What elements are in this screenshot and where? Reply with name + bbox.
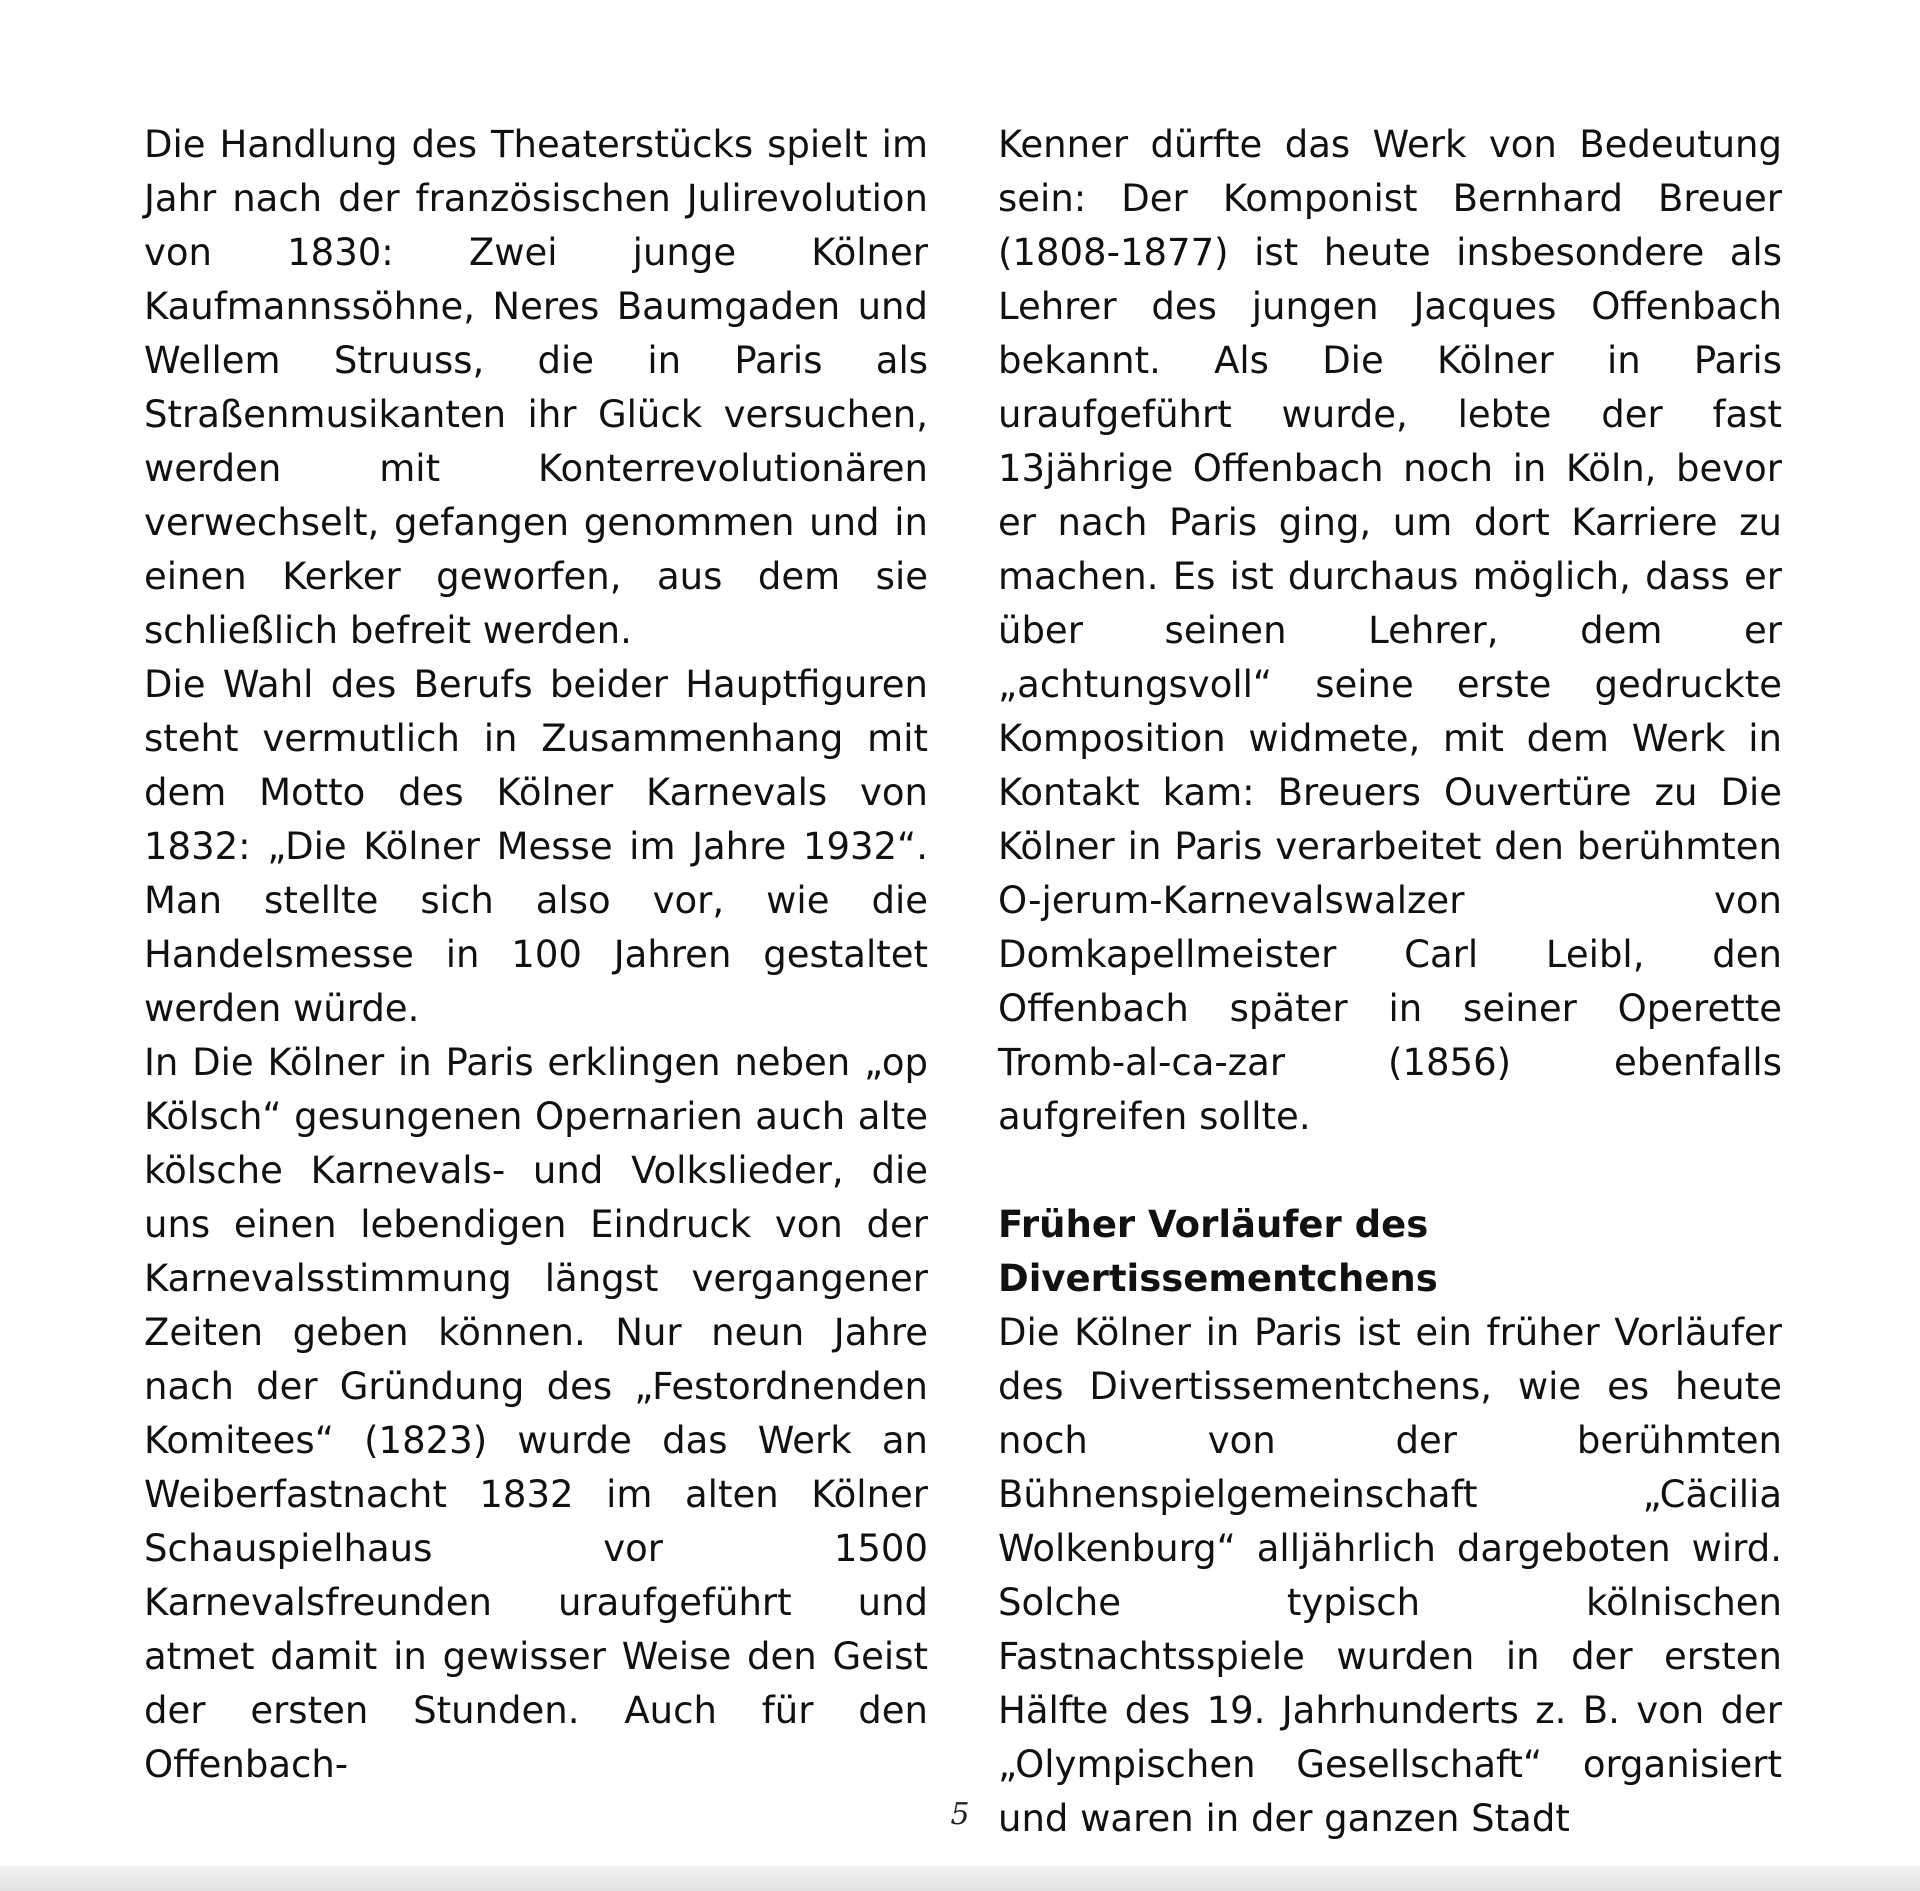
left-column: [144, 118, 928, 1792]
paragraph-composer: Kenner dürfte das Werk von Bedeutung sein: Der Komponist Bernhard Breuer (1808-1877) ist heute insbesondere als Lehrer des jungen Jacques Offenbach bekannt. Als Die Kölner in Paris uraufgeführt wurde, lebte der fast 13jährige Offenbach noch in Köln, bevor er nach Paris ging, um dort Karriere zu machen. Es ist durchaus möglich, dass er über seinen Lehrer, dem er „achtungsvoll“ seine erste gedruckte Komposition widmete, mit dem Werk in Kontakt kam: Breuers Ouvertüre zu Die Kölner in Paris verarbeitet den berühmten O-jerum-Karnevalswalzer von Domkapellmeister Carl Leibl, den Offenbach später in seiner Operette Tromb-al-ca-zar (1856) ebenfalls aufgreifen sollte.: [998, 123, 1782, 1138]
paragraph-plot: Die Handlung des Theaterstücks spielt im Jahr nach der französischen Julirevolution von 1830: Zwei junge Kölner Kaufmannssöhne, Neres Baumgaden und Wellem Struuss, die in Paris als Straßenmusikanten ihr Glück versuchen, werden mit Konterrevolutionären verwechselt, gefangen genommen und in einen Kerker geworfen, aus dem sie schließlich befreit werden.: [144, 123, 928, 652]
paragraph-profession: Die Wahl des Berufs beider Hauptfiguren steht vermutlich in Zusammenhang mit dem Motto des Kölner Karnevals von 1832: „Die Kölner Messe im Jahre 1932“. Man stellte sich also vor, wie die Handelsmesse in 100 Jahren gestaltet werden würde.: [144, 663, 928, 1030]
paragraph-precursor: Die Kölner in Paris ist ein früher Vorläufer des Divertissementchens, wie es heute noch von der berühmten Bühnenspielgemeinschaft „Cäcilia Wolkenburg“ alljährlich dargeboten wird. Solche typisch kölnischen Fastnachtsspiele wurden in der ersten Hälfte des 19. Jahrhunderts z. B. von der „Olympischen Gesellschaft“ organisiert und waren in der ganzen Stadt: [998, 1311, 1782, 1840]
page-bottom-edge: [0, 1866, 1920, 1891]
paragraph-songs: In Die Kölner in Paris erklingen neben „op Kölsch“ gesungenen Opernarien auch alte kölsche Karnevals- und Volkslieder, die uns einen lebendigen Eindruck von der Karnevalsstimmung längst vergangener Zeiten geben können. Nur neun Jahre nach der Gründung des „Festordnenden Komitees“ (1823) wurde das Werk an Weiberfastnacht 1832 im alten Kölner Schauspielhaus vor 1500 Karnevalsfreunden uraufgeführt und atmet damit in gewisser Weise den Geist der ersten Stunden. Auch für den Offenbach-: [144, 1041, 928, 1786]
page-number: 5: [950, 1797, 970, 1832]
right-column: [998, 118, 1782, 1846]
section-heading: Früher Vorläufer des Divertissementchens: [998, 1203, 1438, 1300]
